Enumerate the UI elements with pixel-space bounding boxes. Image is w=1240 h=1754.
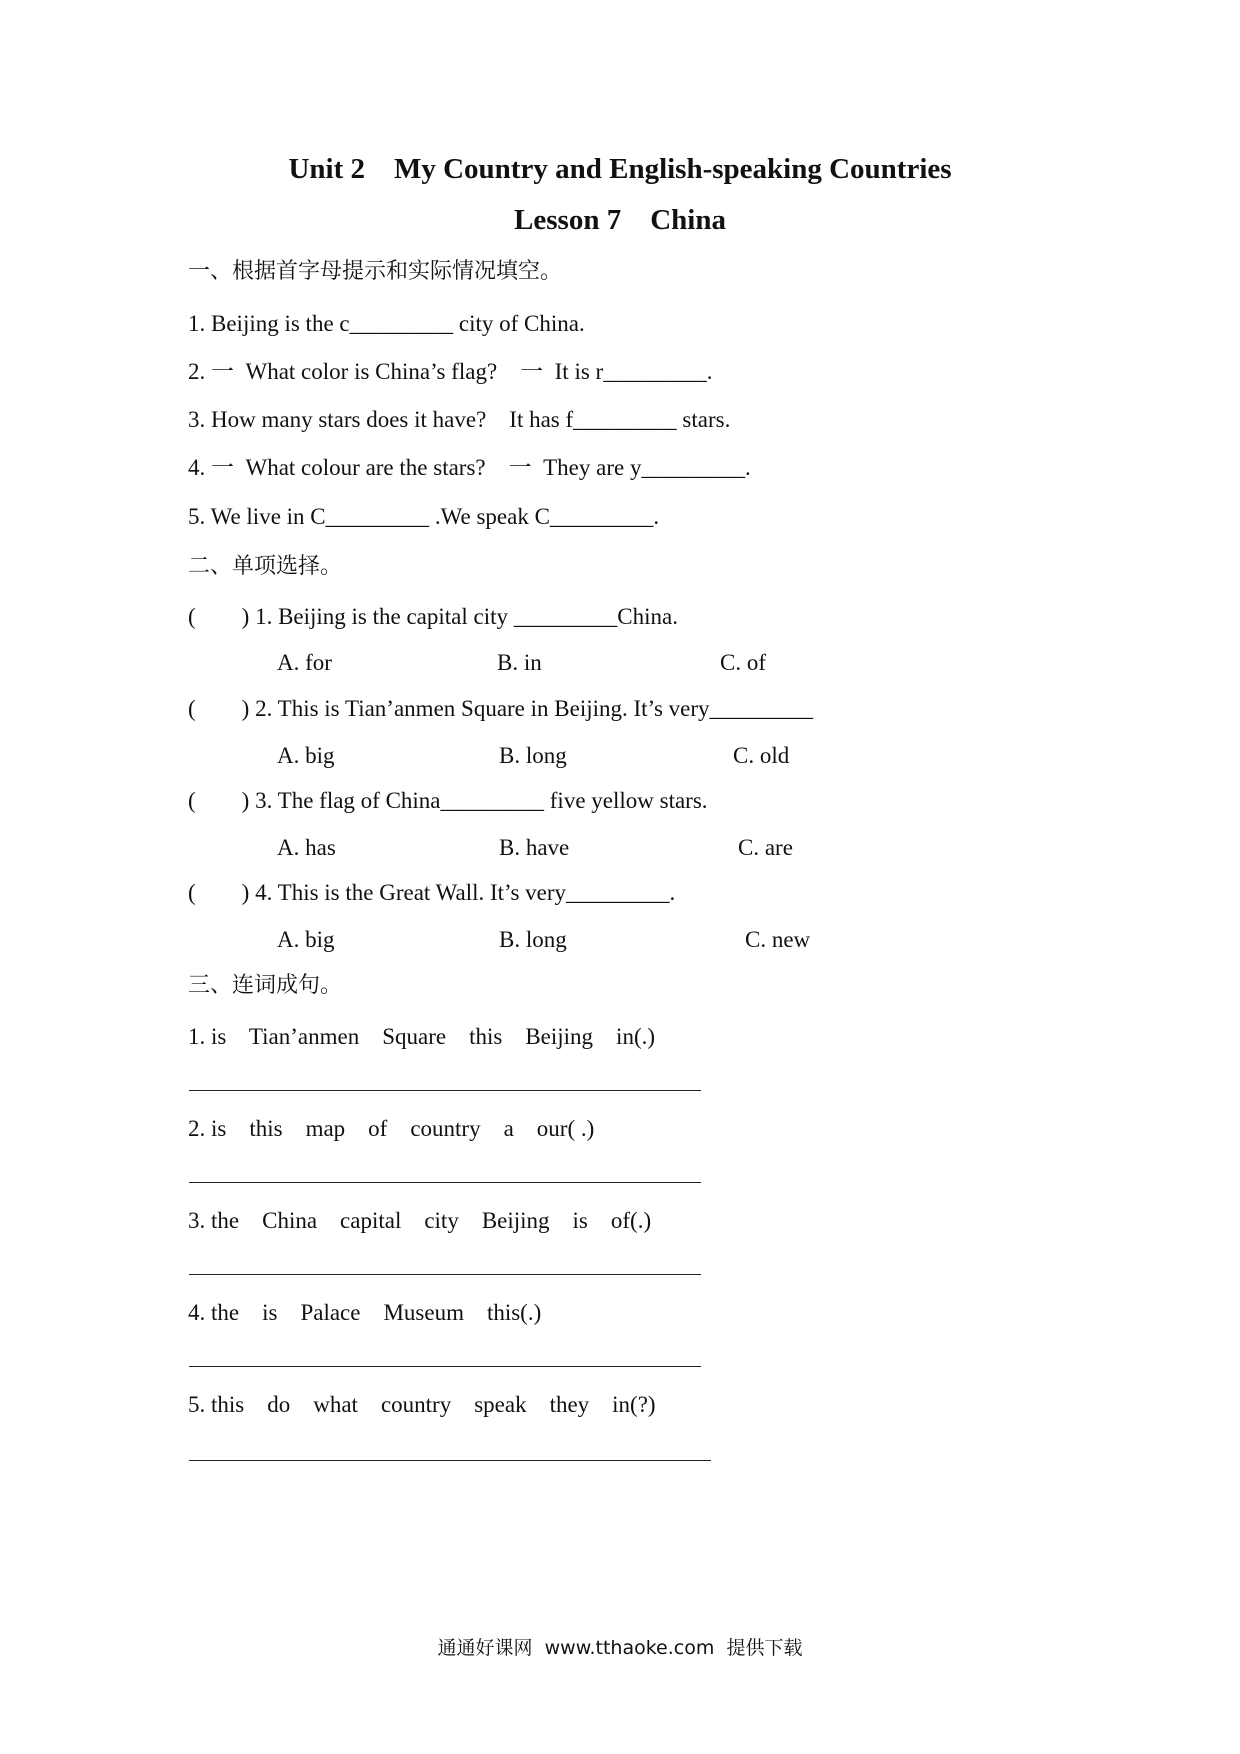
sentence-item-1: 1. is Tian’anmen Square this Beijing in(.) xyxy=(188,1024,656,1049)
choice-question-2: ( ) 2. This is Tian’anmen Square in Beijing. It’s very_________ xyxy=(188,696,814,721)
choice-question-4: ( ) 4. This is the Great Wall. It’s very_________. xyxy=(188,880,676,905)
answer-line-3 xyxy=(189,1274,701,1275)
fill-blank-item-1: 1. Beijing is the c_________ city of China. xyxy=(188,311,585,336)
answer-line-2 xyxy=(189,1182,701,1183)
fill-blank-item-5: 5. We live in C_________ .We speak C_________. xyxy=(188,504,660,529)
section-1-heading: 一、根据首字母提示和实际情况填空。 xyxy=(188,259,563,284)
choice-1-option-a: A. for xyxy=(277,650,332,675)
section-2-heading: 二、单项选择。 xyxy=(188,554,343,579)
sentence-item-3: 3. the China capital city Beijing is of(.) xyxy=(188,1208,652,1233)
sentence-item-4: 4. the is Palace Museum this(.) xyxy=(188,1300,542,1325)
choice-3-option-a: A. has xyxy=(277,835,336,860)
choice-3-option-b: B. have xyxy=(499,835,570,860)
choice-question-3: ( ) 3. The flag of China_________ five yellow stars. xyxy=(188,788,708,813)
choice-2-option-c: C. old xyxy=(733,743,790,768)
section-3-heading: 三、连词成句。 xyxy=(188,973,343,998)
footer-credit: 通通好课网 www.tthaoke.com 提供下载 xyxy=(437,1637,803,1659)
fill-blank-item-3: 3. How many stars does it have? It has f_________ stars. xyxy=(188,407,731,432)
choice-4-option-a: A. big xyxy=(277,927,335,952)
choice-2-option-a: A. big xyxy=(277,743,335,768)
sentence-item-2: 2. is this map of country a our( .) xyxy=(188,1116,595,1141)
answer-line-1 xyxy=(189,1090,701,1091)
choice-1-option-b: B. in xyxy=(497,650,542,675)
sentence-item-5: 5. this do what country speak they in(?) xyxy=(188,1392,656,1417)
fill-blank-item-4: 4. 一 What colour are the stars? 一 They are y_________. xyxy=(188,455,751,480)
choice-4-option-c: C. new xyxy=(745,927,811,952)
choice-question-1: ( ) 1. Beijing is the capital city _________China. xyxy=(188,604,678,629)
choice-4-option-b: B. long xyxy=(499,927,567,952)
fill-blank-item-2: 2. 一 What color is China’s flag? 一 It is r_________. xyxy=(188,359,713,384)
choice-2-option-b: B. long xyxy=(499,743,567,768)
choice-3-option-c: C. are xyxy=(738,835,793,860)
answer-line-4 xyxy=(189,1366,701,1367)
answer-line-5 xyxy=(189,1460,711,1461)
choice-1-option-c: C. of xyxy=(720,650,766,675)
unit-title: Unit 2 My Country and English-speaking Countries xyxy=(288,153,952,185)
lesson-title: Lesson 7 China xyxy=(514,204,726,236)
